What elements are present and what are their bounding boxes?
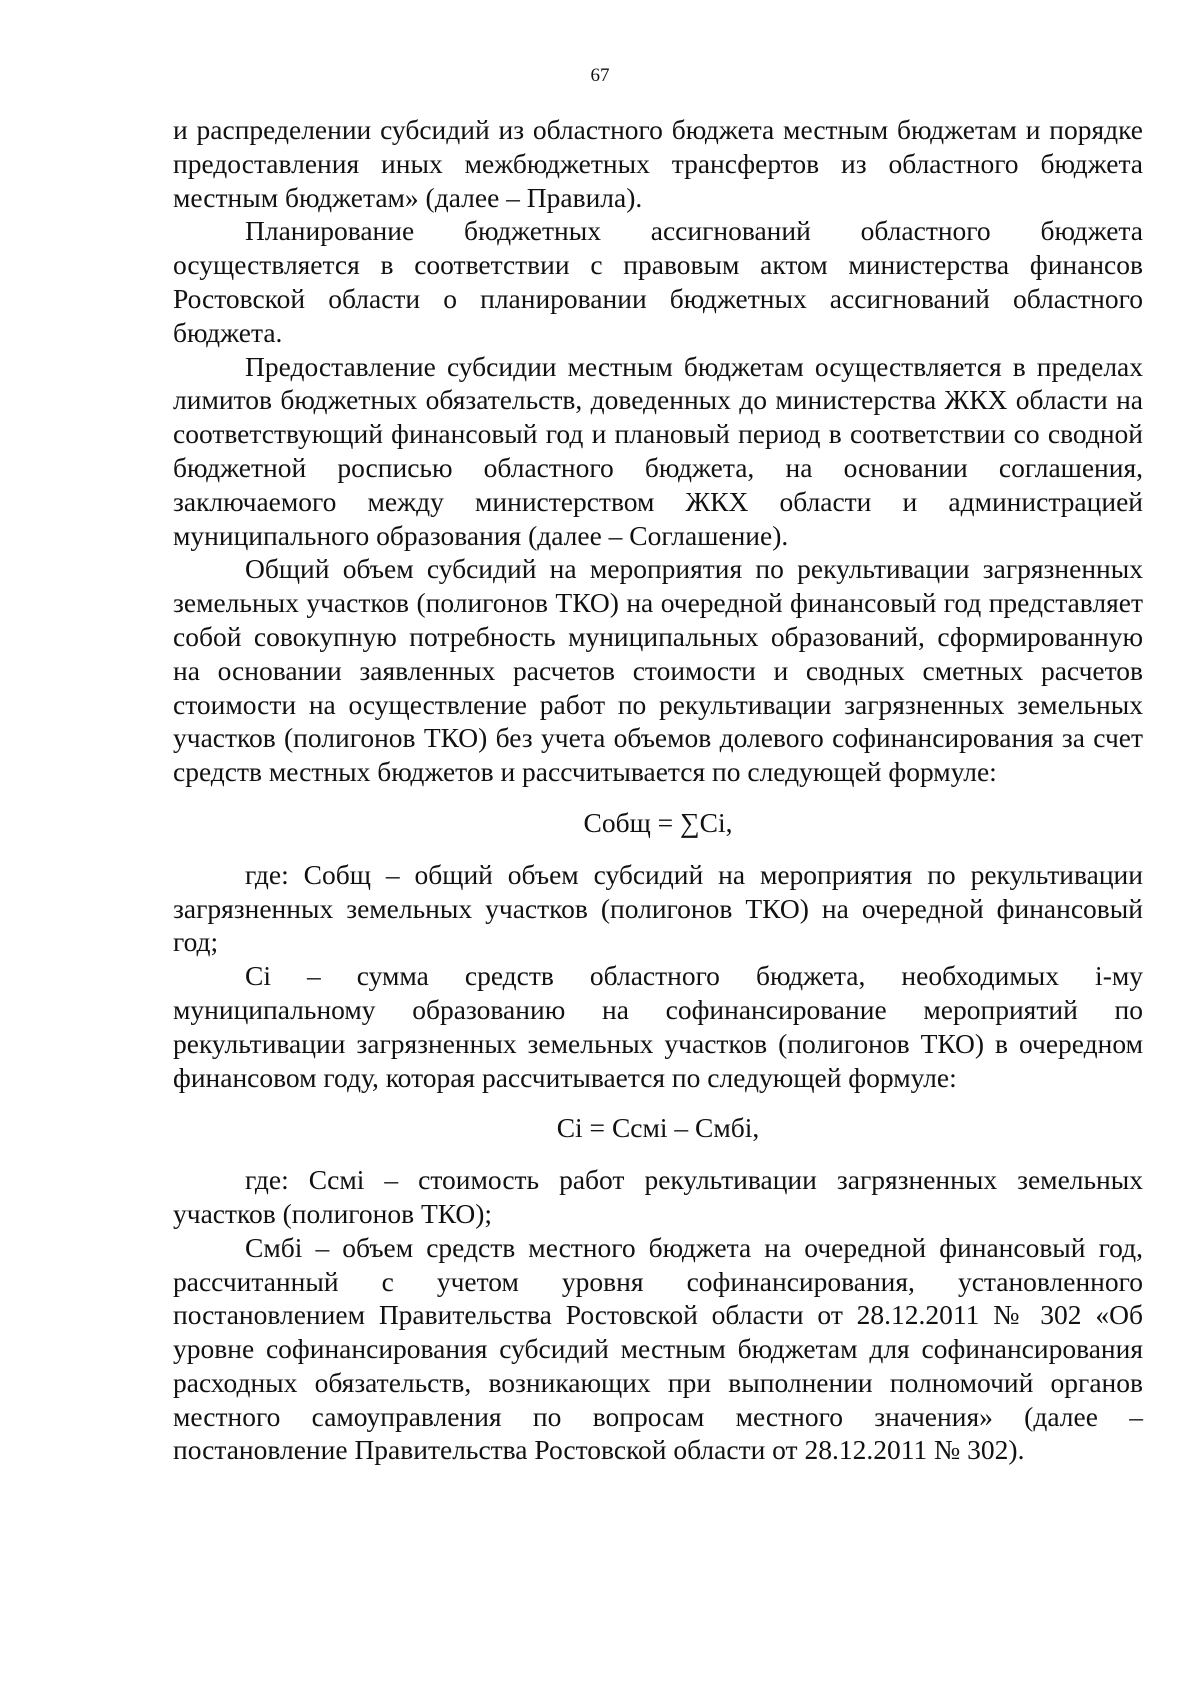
- paragraph-planning: Планирование бюджетных ассигнований областного бюджета осуществляется в соответствии с правовым актом министерства финансов Ростовской области о планировании бюджетных ассигнований областного бюджета.: [173, 215, 1143, 348]
- document-body: [173, 113, 1143, 1467]
- page-number: 67: [590, 65, 610, 86]
- formula-total: Собщ = ∑Ci,: [583, 806, 733, 838]
- paragraph-total-volume: Общий объем субсидий на мероприятия по рекультивации загрязненных земельных участков (полигонов ТКО) на очередной финансовый год представляет собой совокупную потребность муниципальных образований, сформированную на основании заявленных расчетов стоимости и сводных сметных расчетов стоимости на осуществление работ по рекультивации загрязненных земельных участков (полигонов ТКО) без учета объемов долевого софинансирования за счет средств местных бюджетов и рассчитывается по следующей формуле:: [173, 553, 1143, 788]
- paragraph-ccmi-definition: где: Ccмi – стоимость работ рекультивации загрязненных земельных участков (полигонов ТКО);: [173, 1164, 1143, 1229]
- paragraph-ci-definition: Ci – сумма средств областного бюджета, необходимых i-му муниципальному образованию на софинансирование мероприятий по рекультивации загрязненных земельных участков (полигонов ТКО) в очередном финансовом году, которая рассчитывается по следующей формуле:: [173, 960, 1143, 1093]
- paragraph-smbi-definition: Смбi – объем средств местного бюджета на очередной финансовый год, рассчитанный с учетом уровня софинансирования, установленного постановлением Правительства Ростовской области от 28.12.2011 № 302 «Об уровне софинансирования субсидий местным бюджетам для софинансирования расходных обязательств, возникающих при выполнении полномочий органов местного самоуправления по вопросам местного значения» (далее – постановление Правительства Ростовской области от 28.12.2011 № 302).: [173, 1231, 1143, 1466]
- paragraph-total-definition: где: Собщ – общий объем субсидий на мероприятия по рекультивации загрязненных земельных участков (полигонов ТКО) на очередной финансовый год;: [173, 858, 1143, 958]
- paragraph-continuation: и распределении субсидий из областного бюджета местным бюджетам и порядке предоставления иных межбюджетных трансфертов из областного бюджета местным бюджетам» (далее – Правила).: [173, 114, 1143, 213]
- formula-ci: Ci = Ccмi – Смбi,: [556, 1112, 760, 1144]
- paragraph-subsidy-provision: Предоставление субсидии местным бюджетам осуществляется в пределах лимитов бюджетных обязательств, доведенных до министерства ЖКХ области на соответствующий финансовый год и плановый период в соответствии со сводной бюджетной росписью областного бюджета, на основании соглашения, заключаемого между министерством ЖКХ области и администрацией муниципального образования (далее – Соглашение).: [173, 350, 1143, 551]
